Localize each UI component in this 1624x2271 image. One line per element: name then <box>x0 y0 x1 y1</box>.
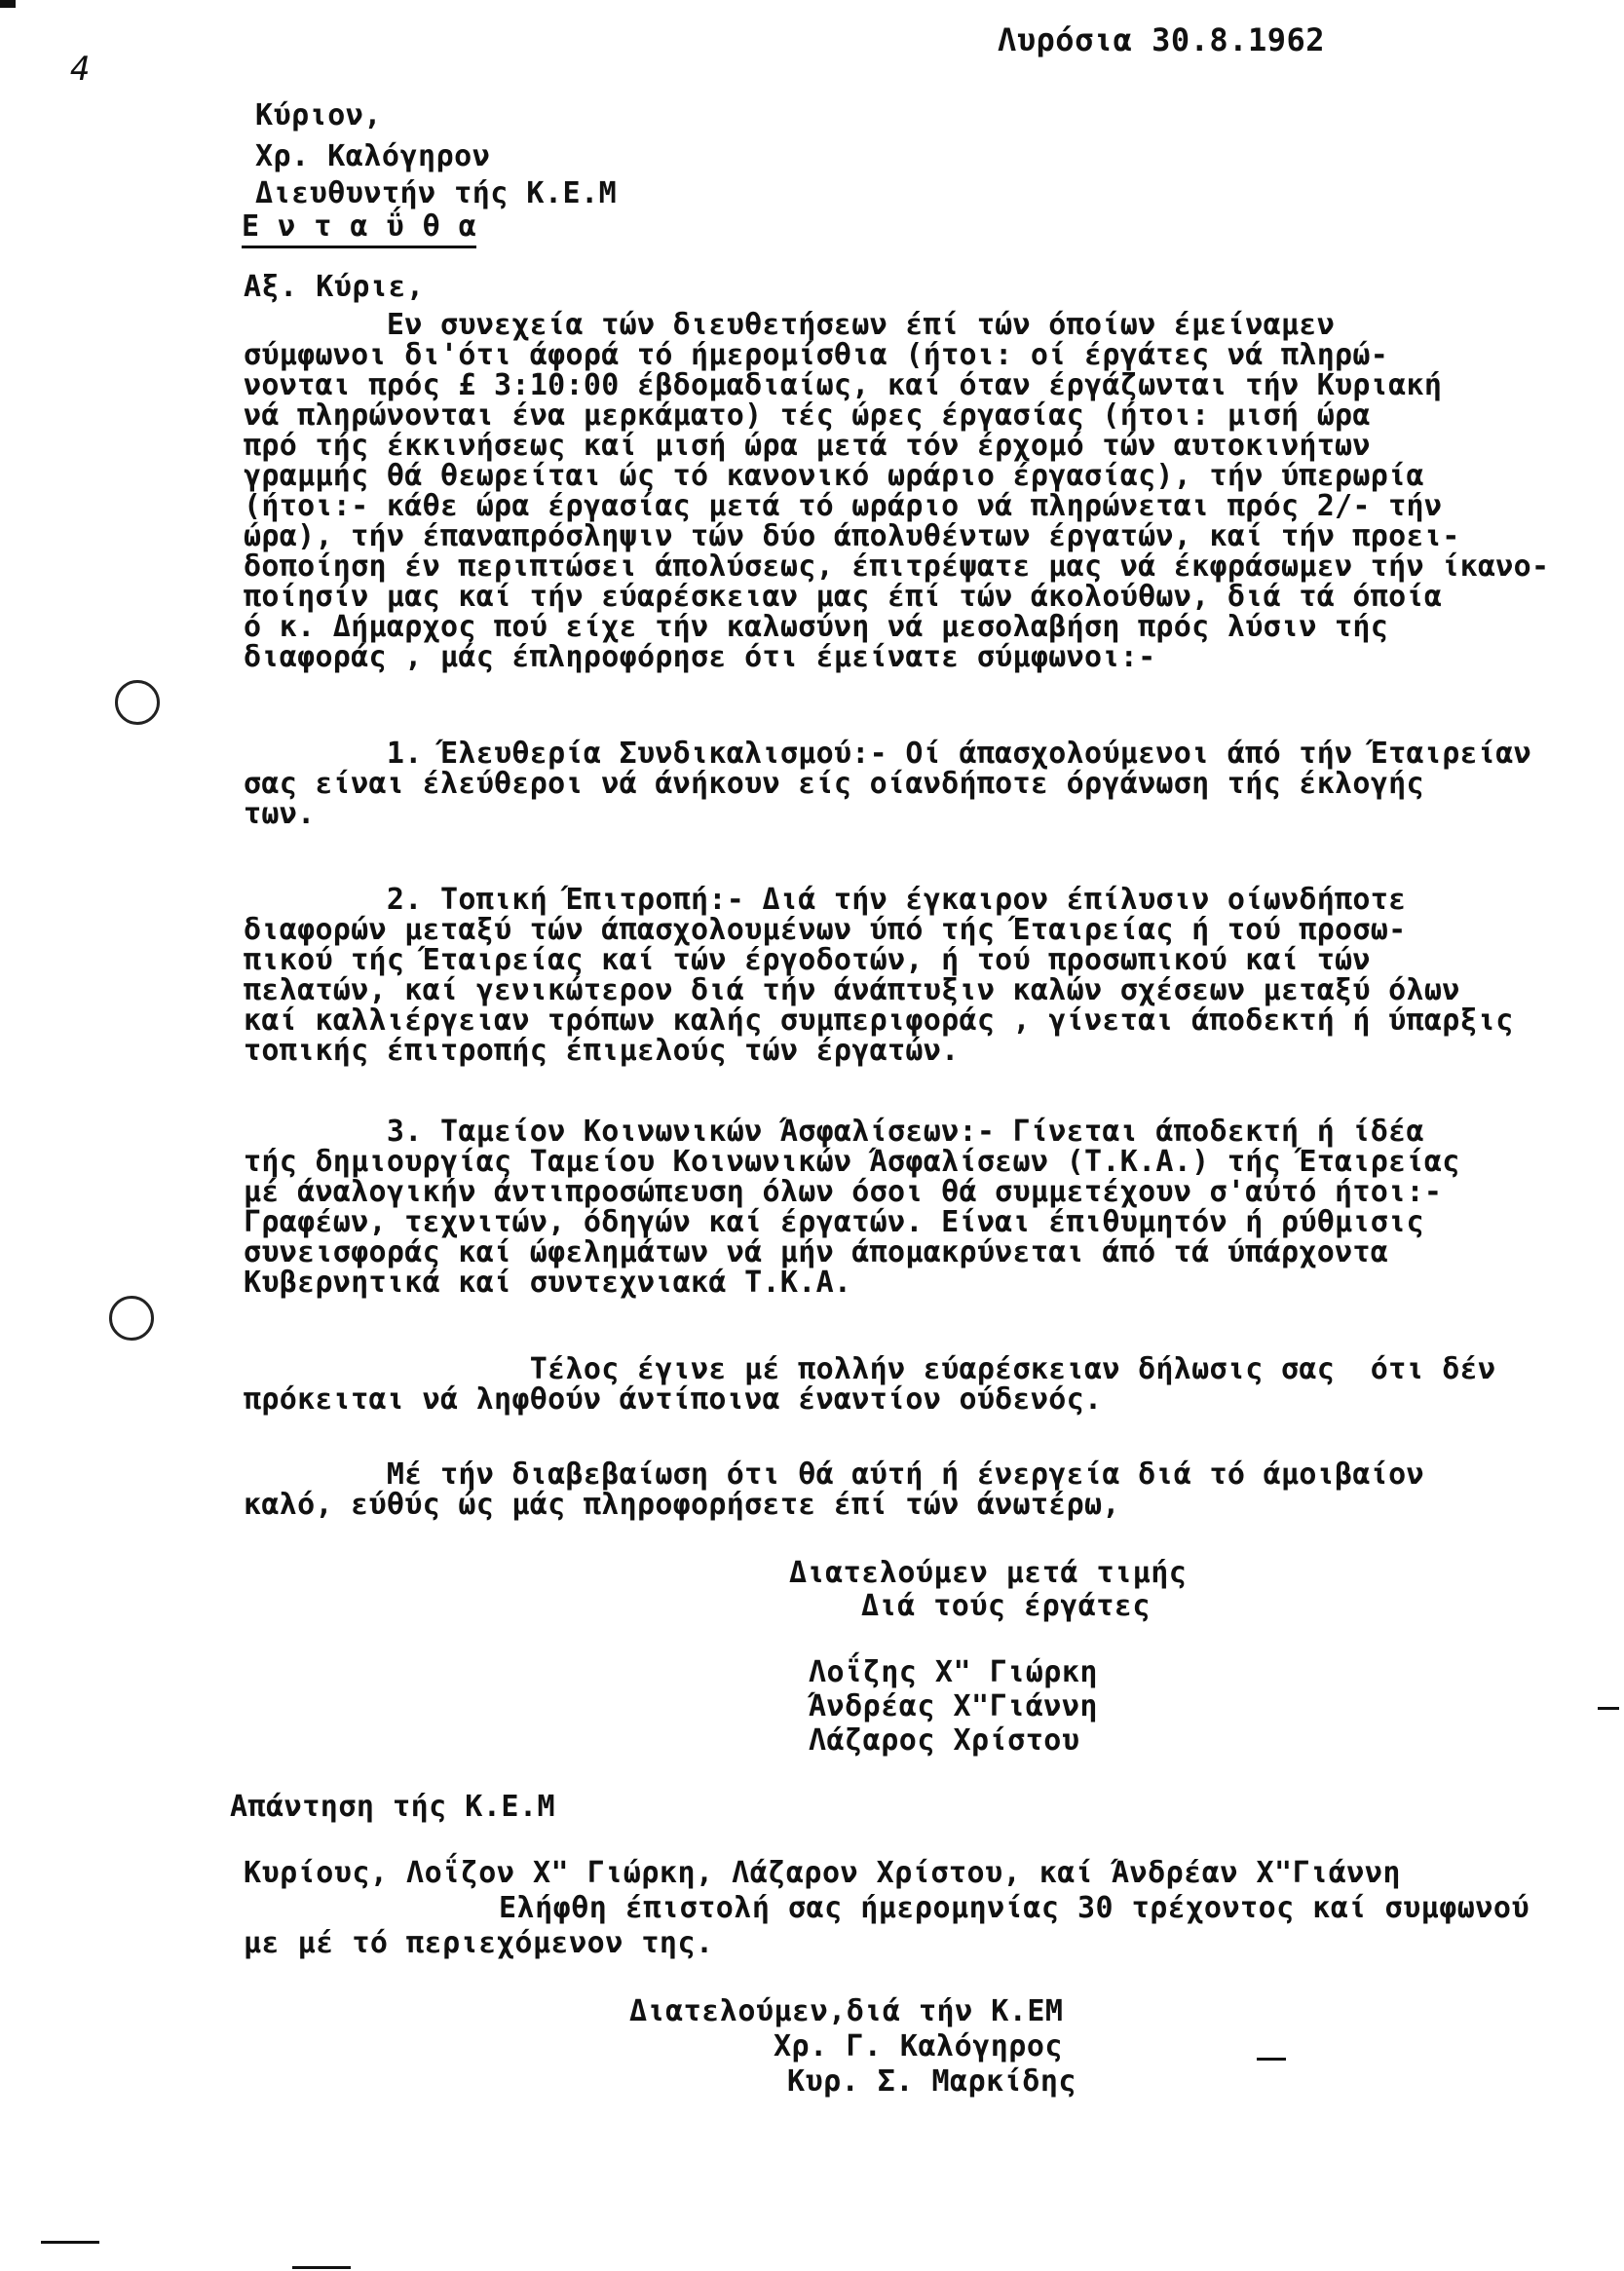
reply-line-1: Κυρίους, Λοΐζον Χ" Γιώρκη, Λάζαρον Χρίστου, καί Άνδρέαν Χ"Γιάννη <box>244 1856 1401 1890</box>
intro-line: δοποίηση έν περιπτώσει άπολύσεως, έπιτρέψατε μας νά έκφράσωμεν τήν ίκανο- <box>244 549 1550 584</box>
scan-corner-mark <box>0 0 16 8</box>
intro-line: διαφοράς , μάς έπληροφόρησε ότι έμείνατε σύμφωνοι:- <box>244 640 1156 674</box>
point-line: Κυβερνητικά καί συντεχνιακά Τ.Κ.Α. <box>244 1266 852 1300</box>
punch-hole-top <box>115 680 160 725</box>
closing-line: Τέλος έγινε μέ πολλήν εύαρέσκειαν δήλωσις σας ότι δέν <box>244 1352 1496 1386</box>
point-line: των. <box>244 797 316 831</box>
intro-line: ό κ. Δήμαρχος πού είχε τήν καλωσύνη νά μεσολαβήση πρός λύσιν τής <box>244 610 1389 644</box>
point-line: διαφορών μεταξύ τών άπασχολουμένων ύπό τής Έταιρείας ή τού προσω- <box>244 913 1407 947</box>
closing-line: Μέ τήν διαβεβαίωση ότι θά αύτή ή ένεργεία διά τό άμοιβαίον <box>244 1457 1424 1492</box>
intro-line: (ήτοι:- κάθε ώρα έργασίας μετά τό ωράριο νά πληρώνεται πρός 2/- τήν <box>244 489 1443 523</box>
addressee-line-2: Χρ. Καλόγηρον <box>255 139 491 173</box>
salutation: Αξ. Κύριε, <box>244 270 425 304</box>
place-date: Λυρόσια 30.8.1962 <box>998 21 1326 58</box>
signoff-line-1: Διατελούμεν μετά τιμής <box>789 1556 1188 1590</box>
closing-line: πρόκειται νά ληφθούν άντίποινα έναντίον ούδενός. <box>244 1382 1103 1417</box>
signatory: Λοΐζης Χ" Γιώρκη <box>809 1655 1098 1689</box>
intro-line: πρό τής έκκινήσεως καί μισή ώρα μετά τόν έρχομό τών αυτοκινήτων <box>244 429 1371 463</box>
intro-line: γραμμής θά θεωρείται ώς τό κανονικό ωράριο έργασίας), τήν ύπερωρία <box>244 459 1424 493</box>
scan-corner-mark-bottom <box>41 2241 99 2244</box>
intro-line: ώρα), τήν έπαναπρόσληψιν τών δύο άπολυθέντων έργατών, καί τήν προει- <box>244 519 1460 553</box>
point-line: καί καλλιέργειαν τρόπων καλής συμπεριφοράς , γίνεται άποδεκτή ή ύπαρξις <box>244 1003 1514 1038</box>
reply-signatory-1: Χρ. Γ. Καλόγηρος <box>774 2029 1063 2063</box>
punch-hole-bottom <box>109 1296 154 1341</box>
point-line: σας είναι έλεύθεροι νά άνήκουν είς οίανδήποτε όργάνωση τής έκλογής <box>244 767 1424 801</box>
intro-line: Εν συνεχεία τών διευθετήσεων έπί τών όποίων έμείναμεν <box>244 308 1336 342</box>
point-line: μέ άναλογικήν άντιπροσώπευση όλων όσοι θά συμμετέχουν σ'αύτό ήτοι:- <box>244 1175 1443 1209</box>
reply-line-3: με μέ τό περιεχόμενον της. <box>244 1926 714 1960</box>
intro-line: σύμφωνοι δι'ότι άφορά τό ήμερομίσθια (ήτοι: οί έργάτες νά πληρώ- <box>244 338 1389 372</box>
signoff-line-2: Διά τούς έργάτες <box>861 1589 1151 1623</box>
point-line: πικού τής Έταιρείας καί τών έργοδοτών, ή τού προσωπικού καί τών <box>244 943 1371 977</box>
point-line: 2. Τοπική Έπιτροπή:- Διά τήν έγκαιρον έπίλυσιν οίωνδήποτε <box>244 883 1407 917</box>
scan-dash-mark <box>1257 2058 1286 2061</box>
reply-heading: Απάντηση τής Κ.Ε.Μ <box>230 1790 556 1824</box>
addressee-line-4: Ε ν τ α ΰ θ α <box>242 208 476 248</box>
point-line: 1. Έλευθερία Συνδικαλισμού:- Οί άπασχολούμενοι άπό τήν Έταιρείαν <box>244 737 1532 771</box>
reply-signatory-2: Κυρ. Σ. Μαρκίδης <box>787 2064 1076 2099</box>
intro-line: νά πληρώνονται ένα μερκάματο) τές ώρες έργασίας (ήτοι: μισή ώρα <box>244 398 1371 433</box>
addressee-line-3: Διευθυντήν τής Κ.Ε.Μ <box>255 176 618 210</box>
point-line: τοπικής έπιτροπής έπιμελούς τών έργατών. <box>244 1034 960 1068</box>
reply-line-2: Ελήφθη έπιστολή σας ήμερομηνίας 30 τρέχοντος καί συμφωνού <box>499 1891 1530 1925</box>
point-line: πελατών, καί γενικώτερον διά τήν άνάπτυξιν καλών σχέσεων μεταξύ όλων <box>244 973 1460 1007</box>
scan-right-mark <box>1598 1707 1619 1710</box>
scan-bottom-line <box>292 2266 351 2269</box>
point-line: συνεισφοράς καί ώφελημάτων νά μήν άπομακρύνεται άπό τά ύπάρχοντα <box>244 1235 1389 1269</box>
point-line: τής δημιουργίας Ταμείου Κοινωνικών Άσφαλίσεων (Τ.Κ.Α.) τής Έταιρείας <box>244 1145 1460 1179</box>
signatory: Άνδρέας Χ"Γιάννη <box>809 1689 1098 1723</box>
point-line: 3. Ταμείον Κοινωνικών Άσφαλίσεων:- Γίνεται άποδεκτή ή ίδέα <box>244 1115 1424 1149</box>
signatory: Λάζαρος Χρίστου <box>809 1723 1080 1758</box>
closing-line: καλό, εύθύς ώς μάς πληροφορήσετε έπί τών άνωτέρω, <box>244 1488 1120 1522</box>
reply-signoff: Διατελούμεν,διά τήν Κ.ΕΜ <box>629 1994 1064 2028</box>
intro-line: ποίησίν μας καί τήν εύαρέσκειαν μας έπί τών άκολούθων, διά τά όποία <box>244 580 1443 614</box>
point-line: Γραφέων, τεχνιτών, όδηγών καί έργατών. Είναι έπιθυμητόν ή ρύθμισις <box>244 1205 1424 1239</box>
intro-line: νονται πρός £ 3:10:00 έβδομαδιαίως, καί όταν έργάζωνται τήν Κυριακή <box>244 368 1443 402</box>
addressee-line-1: Κύριον, <box>255 98 382 132</box>
margin-mark: 4 <box>70 50 91 89</box>
